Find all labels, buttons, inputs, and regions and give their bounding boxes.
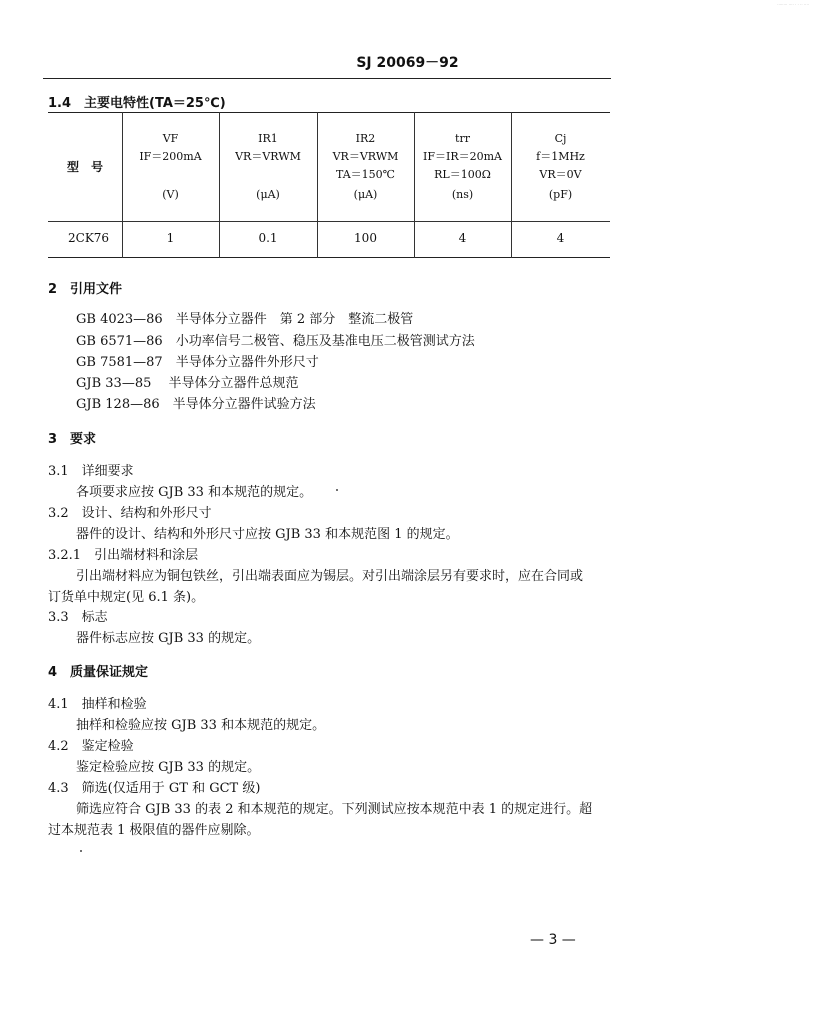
section-3-2-title: 3.2 设计、结构和外形尺寸 — [48, 506, 212, 521]
reference-item: GJB 33—85 半导体分立器件总规范 — [76, 376, 299, 391]
section-4-3-text-line1: 筛选应符合 GJB 33 的表 2 和本规范的规定。下列测试应按本规范中表 1 的规定进行。超 — [76, 802, 593, 817]
header-line: VF — [162, 132, 179, 145]
electrical-characteristics-table — [48, 112, 610, 258]
header-line: TA＝150℃ — [336, 168, 395, 181]
section-3-title: 3 要求 — [48, 432, 97, 447]
table-cell-cj: 4 — [556, 231, 565, 245]
page-number: — 3 — — [530, 932, 576, 948]
table-header-model: 型 号 — [66, 160, 103, 174]
section-2-title: 2 引用文件 — [48, 282, 123, 297]
scan-speck — [80, 850, 82, 852]
section-3-2-1-title: 3.2.1 引出端材料和涂层 — [48, 548, 199, 563]
section-4-1-title: 4.1 抽样和检验 — [48, 697, 147, 712]
table-header-ir2 — [317, 112, 414, 221]
section-4-3-title: 4.3 筛选(仅适用于 GT 和 GCT 级) — [48, 781, 261, 796]
section-4-2-text: 鉴定检验应按 GJB 33 的规定。 — [76, 760, 261, 775]
header-line: IR2 — [355, 132, 376, 145]
header-line: (pF) — [548, 188, 573, 201]
section-3-2-1-text-line2: 订货单中规定(见 6.1 条)。 — [48, 590, 205, 605]
header-line: Cj — [554, 132, 567, 145]
corner-mark: ········ ···· · · ·· ···· — [777, 2, 809, 7]
header-line: IF＝200mA — [139, 150, 202, 163]
reference-item: GJB 128—86 半导体分立器件试验方法 — [76, 397, 316, 412]
table-header-cj — [511, 112, 610, 221]
table-header-vf — [122, 112, 219, 221]
table-header-rule — [48, 221, 610, 222]
header-line: (ns) — [451, 188, 474, 201]
section-3-3-title: 3.3 标志 — [48, 610, 108, 625]
scan-speck — [336, 489, 338, 491]
document-header: SJ 20069－92 — [356, 55, 459, 71]
header-line: IF＝IR＝20mA — [423, 150, 502, 163]
table-cell-ir1: 0.1 — [258, 231, 278, 245]
section-4-3-text-line2: 过本规范表 1 极限值的器件应剔除。 — [48, 823, 260, 838]
table-cell-vf: 1 — [166, 231, 175, 245]
section-3-1-title: 3.1 详细要求 — [48, 464, 134, 479]
section-3-2-1-text-line1: 引出端材料应为铜包铁丝，引出端表面应为锡层。对引出端涂层另有要求时，应在合同或 — [76, 569, 584, 584]
table-header-ir1 — [219, 112, 317, 221]
header-line: (V) — [162, 188, 179, 201]
table-cell-ir2: 100 — [354, 231, 377, 245]
table-bottom-rule — [48, 257, 610, 258]
table-cell-trr: 4 — [458, 231, 467, 245]
table-cell-model: 2CK76 — [68, 231, 110, 245]
header-line: IR1 — [258, 132, 278, 145]
table-header-trr — [414, 112, 511, 221]
section-4-title: 4 质量保证规定 — [48, 665, 149, 680]
header-line: VR＝0V — [539, 168, 582, 181]
header-line: VR＝VRWM — [332, 150, 399, 163]
reference-item: GB 4023—86 半导体分立器件 第 2 部分 整流二极管 — [76, 312, 414, 327]
header-rule — [43, 78, 611, 79]
header-line: (μA) — [256, 188, 280, 201]
section-4-2-title: 4.2 鉴定检验 — [48, 739, 134, 754]
section-3-1-text: 各项要求应按 GJB 33 和本规范的规定。 — [76, 485, 313, 500]
header-line: trr — [455, 132, 470, 145]
section-3-2-text: 器件的设计、结构和外形尺寸应按 GJB 33 和本规范图 1 的规定。 — [76, 527, 459, 542]
section-3-3-text: 器件标志应按 GJB 33 的规定。 — [76, 631, 261, 646]
section-4-1-text: 抽样和检验应按 GJB 33 和本规范的规定。 — [76, 718, 326, 733]
header-line: f＝1MHz — [536, 150, 585, 163]
header-line: VR＝VRWM — [235, 150, 301, 163]
section-1-4-title: 1.4 主要电特性(TA＝25℃) — [48, 96, 226, 111]
reference-item: GB 7581—87 半导体分立器件外形尺寸 — [76, 355, 319, 370]
header-line: (μA) — [353, 188, 378, 201]
reference-item: GB 6571—86 小功率信号二极管、稳压及基准电压二极管测试方法 — [76, 334, 475, 349]
header-line: RL＝100Ω — [434, 168, 491, 181]
